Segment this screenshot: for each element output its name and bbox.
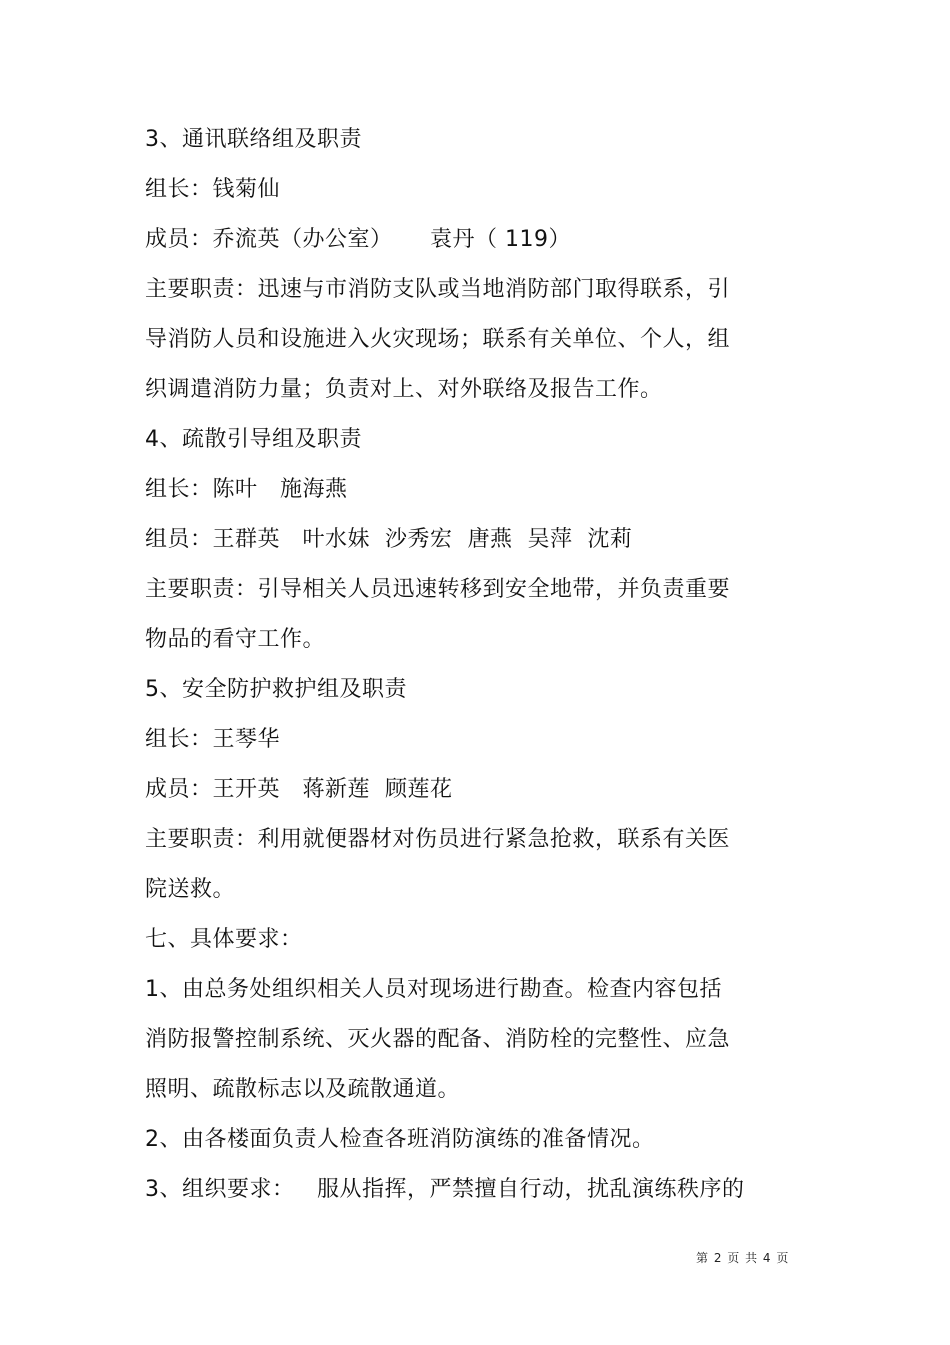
text-line: 照明、疏散标志以及疏散通道。: [145, 1077, 461, 1102]
text-line: 组长：钱菊仙: [145, 177, 281, 202]
heading-evacuation-group: 4、疏散引导组及职责: [145, 427, 362, 452]
heading-safety-rescue-group: 5、安全防护救护组及职责: [145, 677, 407, 702]
text-line: 组长：陈叶 施海燕: [145, 477, 348, 502]
text-line: 消防报警控制系统、灭火器的配备、消防栓的完整性、应急: [145, 1027, 731, 1052]
text-line: 织调遣消防力量；负责对上、对外联络及报告工作。: [145, 377, 663, 402]
heading-communication-group: 3、通讯联络组及职责: [145, 127, 362, 152]
text-line: 3、组织要求： 服从指挥，严禁擅自行动，扰乱演练秩序的: [145, 1177, 745, 1202]
text-line: 主要职责：迅速与市消防支队或当地消防部门取得联系，引: [145, 277, 731, 302]
text-line: 成员：王开英 蒋新莲 顾莲花: [145, 777, 453, 802]
text-line: 组长：王琴华: [145, 727, 281, 752]
text-line: 院送救。: [145, 877, 236, 902]
text-line: 物品的看守工作。: [145, 627, 326, 652]
text-line: 导消防人员和设施进入火灾现场；联系有关单位、个人，组: [145, 327, 731, 352]
text-line: 主要职责：利用就便器材对伤员进行紧急抢救，联系有关医: [145, 827, 731, 852]
text-line: 1、由总务处组织相关人员对现场进行勘查。检查内容包括: [145, 977, 722, 1002]
text-line: 2、由各楼面负责人检查各班消防演练的准备情况。: [145, 1127, 655, 1152]
text-line: 组员：王群英 叶水妹 沙秀宏 唐燕 吴萍 沈莉: [145, 527, 633, 552]
page-number-footer: 第 2 页 共 4 页: [696, 1251, 790, 1265]
text-line: 成员：乔流英（办公室） 袁丹（ 119）: [145, 227, 571, 252]
heading-specific-requirements: 七、具体要求：: [145, 927, 303, 952]
text-line: 主要职责：引导相关人员迅速转移到安全地带，并负责重要: [145, 577, 731, 602]
